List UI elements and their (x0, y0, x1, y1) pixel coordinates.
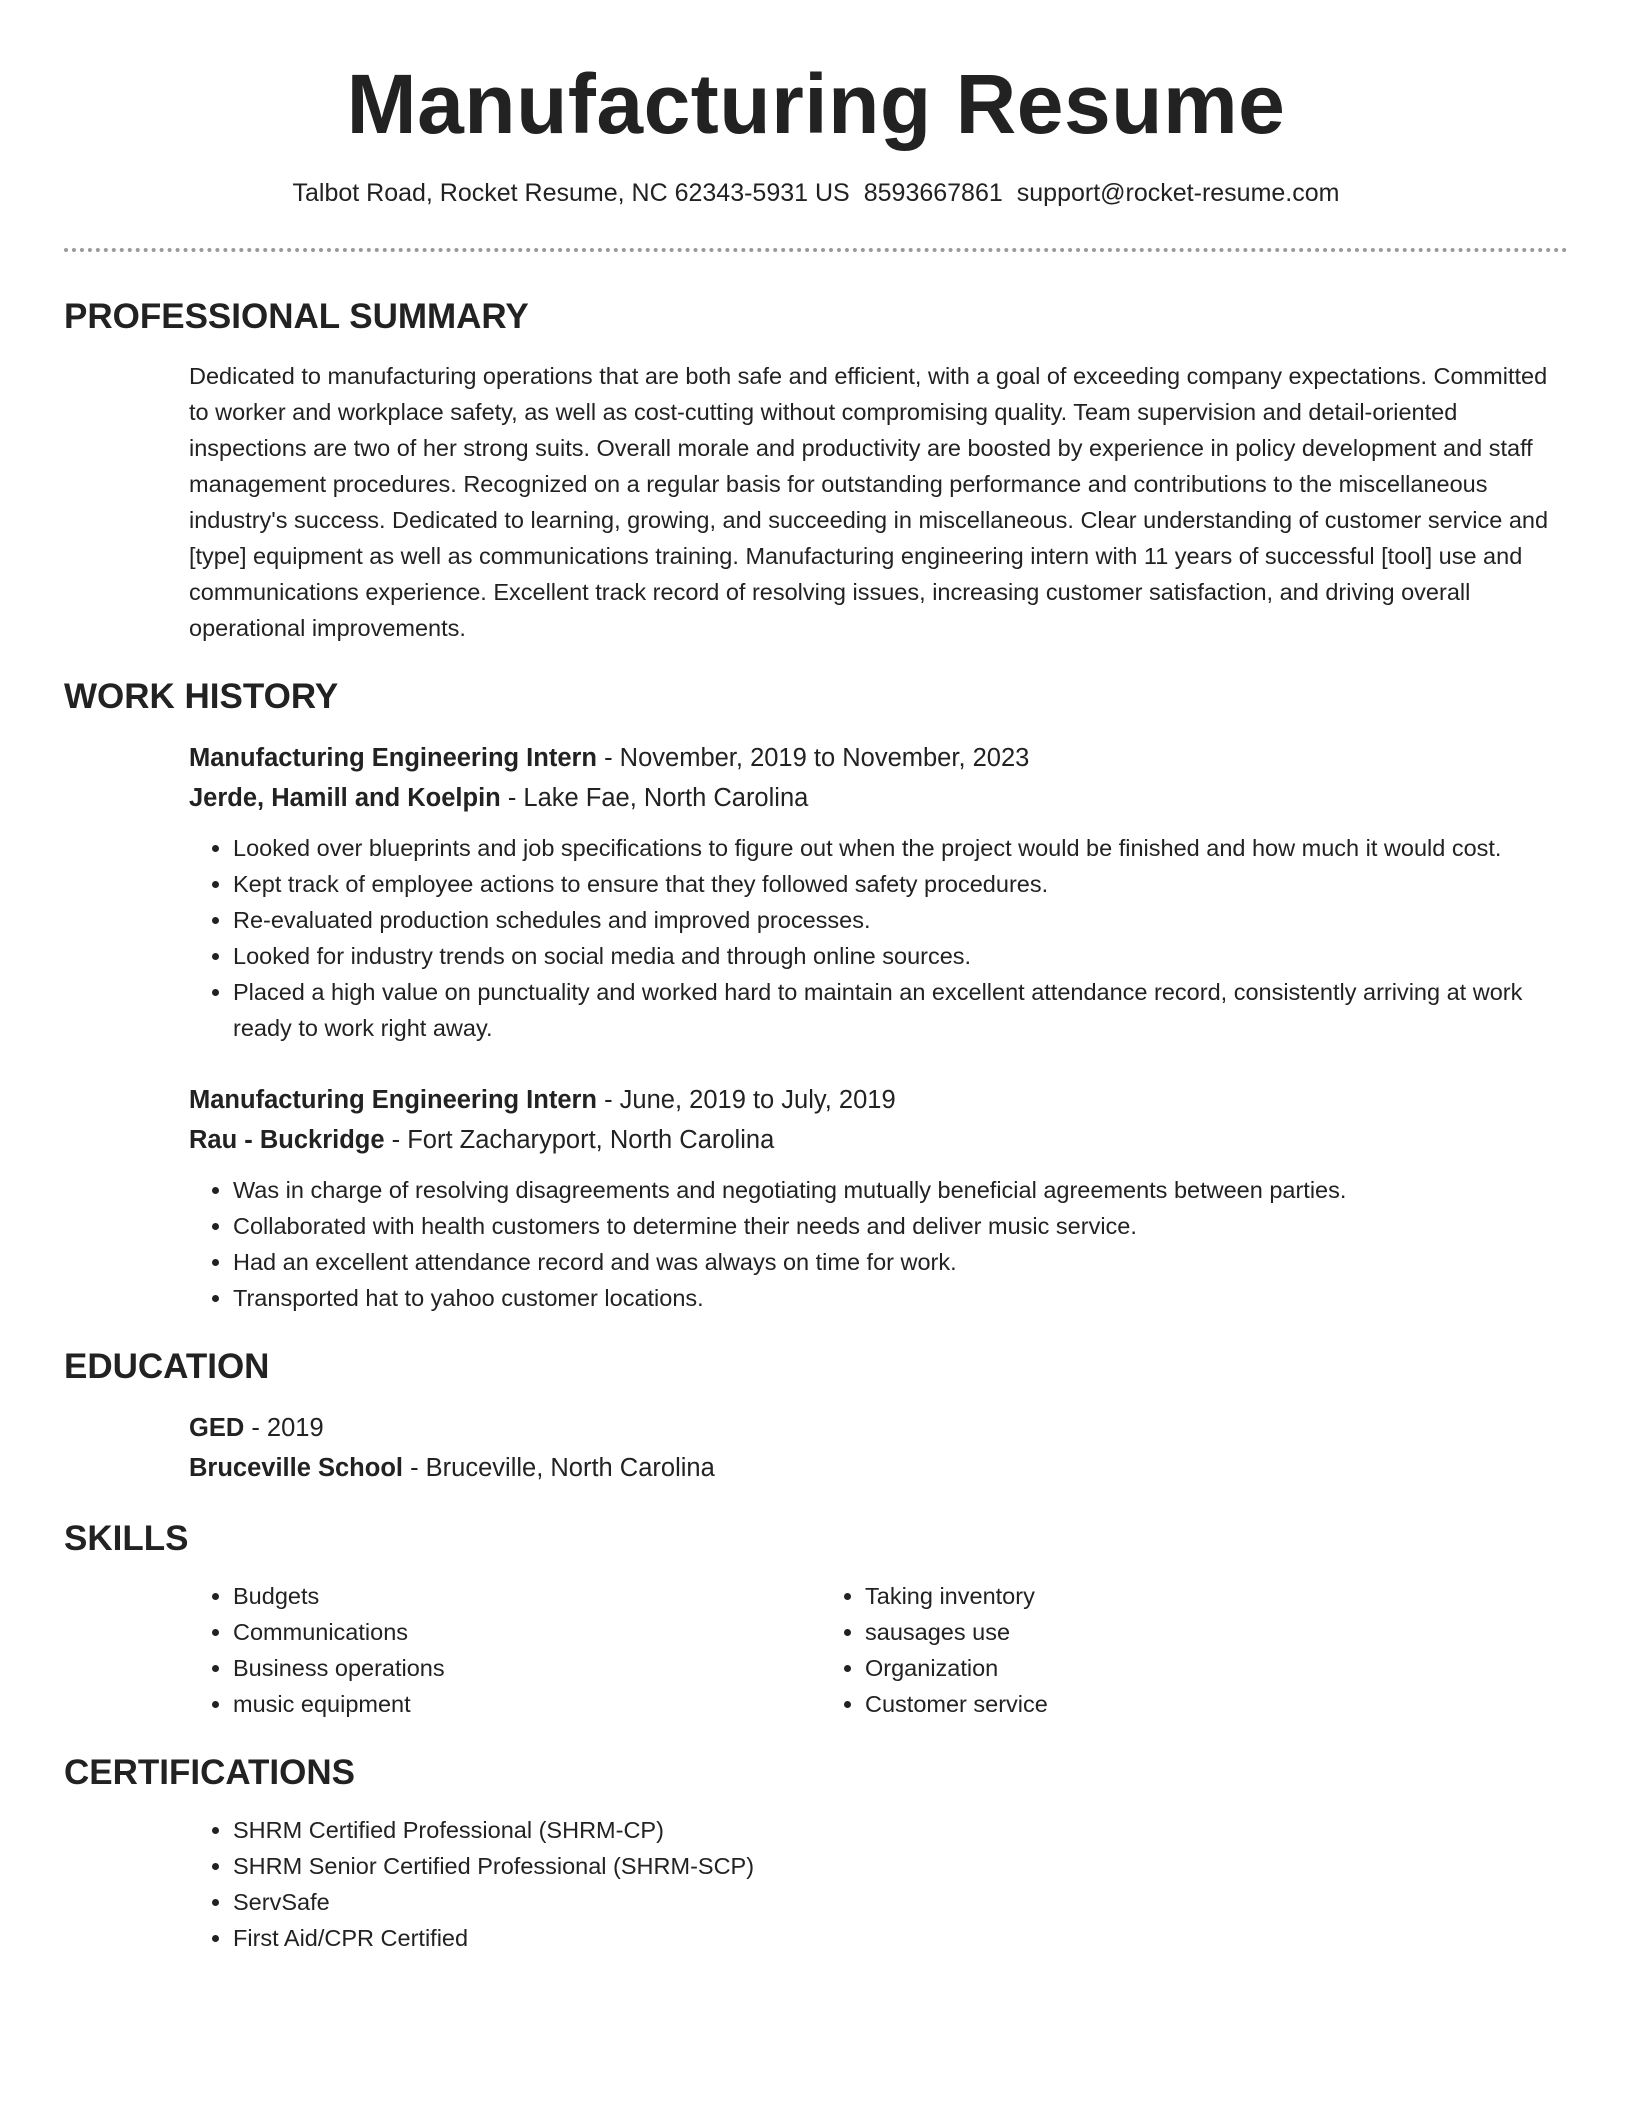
skills-section (64, 1518, 1568, 1722)
skills-list-right (821, 1578, 1453, 1722)
education-entry (189, 1408, 1568, 1488)
list-item: • ServSafe (233, 1884, 1568, 1920)
education-school-line (189, 1448, 1568, 1488)
education-heading: EDUCATION (64, 1347, 270, 1386)
certifications-heading: CERTIFICATIONS (64, 1753, 356, 1792)
list-item: • Had an excellent attendance record and was always on time for work. (233, 1244, 1568, 1280)
work-history-section (64, 676, 1568, 1316)
job-title-line (189, 1080, 1568, 1120)
list-item: • First Aid/CPR Certified (233, 1920, 1568, 1956)
job-company-line (189, 778, 1568, 818)
certifications-entry (189, 1812, 1568, 1956)
list-item: • music equipment (233, 1686, 821, 1722)
job-duties-list (189, 1172, 1568, 1316)
summary-heading: PROFESSIONAL SUMMARY (64, 297, 529, 336)
certifications-list (189, 1812, 1568, 1956)
education-year: - 2019 (244, 1414, 324, 1442)
certifications-section (64, 1752, 1568, 1956)
list-item: • Communications (233, 1614, 821, 1650)
job-location: - Lake Fae, North Carolina (500, 784, 809, 812)
job-role: Manufacturing Engineering Intern (189, 744, 598, 772)
list-item: • Budgets (233, 1578, 821, 1614)
job-location: - Fort Zacharyport, North Carolina (384, 1126, 775, 1154)
summary-text: Dedicated to manufacturing operations that are both safe and efficient, with a goal of exceeding company expectations. Committed to worker and workplace safety, as well as cost-cutting without compromising quality. Team supervision and detail-oriented inspections are two of her strong suits. Overall morale and productivity are boosted by experience in policy development and staff management procedures. Recognized on a regular basis for outstanding performance and contributions to the miscellaneous industry's success. Dedicated to learning, growing, and succeeding in miscellaneous. Clear understanding of customer service and [type] equipment as well as communications training. Manufacturing engineering intern with 11 years of successful [tool] use and communications experience. Excellent track record of resolving issues, increasing customer satisfaction, and driving overall operational improvements. (189, 363, 1549, 641)
education-section (64, 1346, 1568, 1488)
job-role: Manufacturing Engineering Intern (189, 1086, 598, 1114)
education-degree: GED (189, 1414, 245, 1442)
list-item: • SHRM Senior Certified Professional (SHRM-SCP) (233, 1848, 1568, 1884)
list-item: • Customer service (865, 1686, 1453, 1722)
list-item: • Re-evaluated production schedules and improved processes. (233, 902, 1568, 938)
job-company: Rau - Buckridge (189, 1126, 385, 1154)
education-location: - Bruceville, North Carolina (403, 1454, 715, 1482)
list-item: • Kept track of employee actions to ensure that they followed safety procedures. (233, 866, 1568, 902)
list-item: • Was in charge of resolving disagreements and negotiating mutually beneficial agreements between parties. (233, 1172, 1568, 1208)
skills-list-left (189, 1578, 821, 1722)
list-item: • Business operations (233, 1650, 821, 1686)
contact-phone: 8593667861 (863, 179, 1003, 207)
job-duties-list (189, 830, 1568, 1046)
job-company: Jerde, Hamill and Koelpin (189, 784, 501, 812)
list-item: • Looked over blueprints and job specifications to figure out when the project would be finished and how much it would cost. (233, 830, 1568, 866)
contact-address: Talbot Road, Rocket Resume, NC 62343-5931 US (292, 179, 850, 207)
education-degree-line (189, 1408, 1568, 1448)
list-item: • SHRM Certified Professional (SHRM-CP) (233, 1812, 1568, 1848)
list-item: • Placed a high value on punctuality and worked hard to maintain an excellent attendance record, consistently arriving at work ready to work right away. (233, 974, 1568, 1046)
job-entry (189, 1080, 1568, 1316)
contact-email: support@rocket-resume.com (1016, 179, 1340, 207)
list-item: • Collaborated with health customers to determine their needs and deliver music service. (233, 1208, 1568, 1244)
list-item: • sausages use (865, 1614, 1453, 1650)
work-history-heading: WORK HISTORY (64, 677, 339, 716)
job-dates: - June, 2019 to July, 2019 (597, 1086, 896, 1114)
skills-columns (189, 1578, 1568, 1722)
skills-heading: SKILLS (64, 1519, 189, 1558)
list-item: • Looked for industry trends on social media and through online sources. (233, 938, 1568, 974)
header-divider (64, 248, 1568, 252)
summary-section (64, 296, 1568, 646)
job-entry (189, 738, 1568, 1046)
list-item: • Transported hat to yahoo customer locations. (233, 1280, 1568, 1316)
job-dates: - November, 2019 to November, 2023 (597, 744, 1030, 772)
list-item: • Taking inventory (865, 1578, 1453, 1614)
education-school: Bruceville School (189, 1454, 403, 1482)
list-item: • Organization (865, 1650, 1453, 1686)
resume-title: Manufacturing Resume (346, 57, 1286, 151)
contact-info (64, 178, 1568, 208)
job-title-line (189, 738, 1568, 778)
job-company-line (189, 1120, 1568, 1160)
